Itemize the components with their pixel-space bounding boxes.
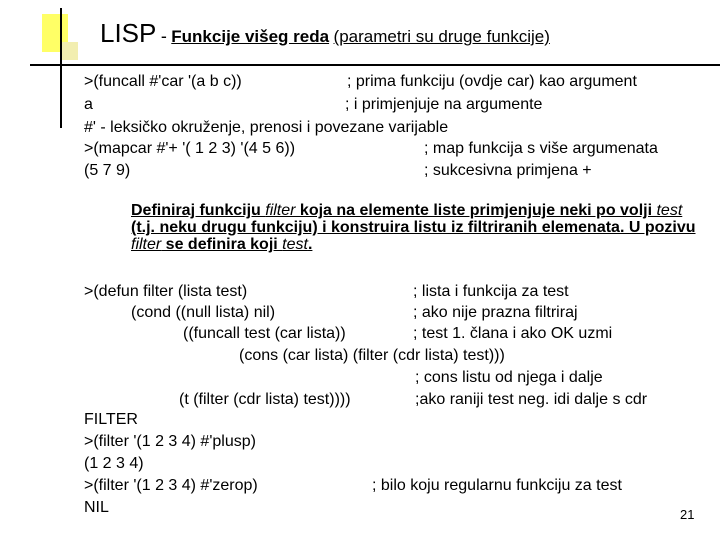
page-number: 21 bbox=[680, 507, 695, 522]
title-bold: Funkcije višeg reda bbox=[171, 27, 330, 46]
code-line: (cons (car lista) (filter (cdr lista) test))) bbox=[239, 347, 505, 364]
code-comment: ; bilo koju regularnu funkciju za test bbox=[372, 477, 622, 494]
code-comment: ; lista i funkcija za test bbox=[413, 283, 569, 300]
code-comment: ; sukcesivna primjena + bbox=[424, 162, 592, 179]
code-line: (5 7 9) bbox=[84, 162, 131, 179]
task-paragraph: Definiraj funkciju filter koja na elemente liste primjenjuje neki po volji test (t.j. neku drugu funkciju) i konstruira listu iz filtriranih elemenata. U pozivu filter se definira koji test. bbox=[131, 202, 696, 253]
code-line: NIL bbox=[84, 499, 109, 516]
code-comment: ; cons listu od njega i dalje bbox=[415, 369, 603, 386]
decor-vertical-line bbox=[60, 8, 62, 128]
decor-light-square bbox=[62, 42, 78, 60]
code-comment: ; map funkcija s više argumenata bbox=[424, 140, 658, 157]
code-line: >(filter '(1 2 3 4) #'zerop) bbox=[84, 477, 258, 494]
slide-title bbox=[100, 18, 550, 49]
code-line: (cond ((null lista) nil) bbox=[131, 304, 276, 321]
code-line: ((funcall test (car lista)) bbox=[183, 325, 346, 342]
title-dash: - bbox=[160, 26, 167, 46]
code-line: a bbox=[84, 96, 93, 113]
code-line: (t (filter (cdr lista) test)))) bbox=[179, 391, 351, 408]
code-comment: ; ako nije prazna filtriraj bbox=[413, 304, 578, 321]
code-line: #' - leksičko okruženje, prenosi i povezane varijable bbox=[84, 119, 449, 136]
code-line: >(filter '(1 2 3 4) #'plusp) bbox=[84, 433, 256, 450]
code-comment: ; prima funkciju (ovdje car) kao argument bbox=[347, 73, 637, 90]
italic-word: filter bbox=[265, 202, 296, 219]
code-comment: ; i primjenjuje na argumente bbox=[345, 96, 543, 113]
italic-word: test bbox=[282, 236, 308, 253]
code-comment: ; test 1. člana i ako OK uzmi bbox=[413, 325, 613, 342]
code-line: >(mapcar #'+ '( 1 2 3) '(4 5 6)) bbox=[84, 140, 296, 157]
code-line: FILTER bbox=[84, 411, 138, 428]
code-line: >(defun filter (lista test) bbox=[84, 283, 248, 300]
decor-horizontal-line bbox=[30, 64, 720, 66]
italic-word: filter bbox=[131, 236, 162, 253]
code-line: (1 2 3 4) bbox=[84, 455, 144, 472]
code-comment: ;ako raniji test neg. idi dalje s cdr bbox=[415, 391, 648, 408]
title-rest: (parametri su druge funkcije) bbox=[333, 27, 550, 46]
italic-word: test bbox=[656, 202, 683, 219]
title-lisp: LISP bbox=[100, 18, 157, 48]
code-line: >(funcall #'car '(a b c)) bbox=[84, 73, 242, 90]
